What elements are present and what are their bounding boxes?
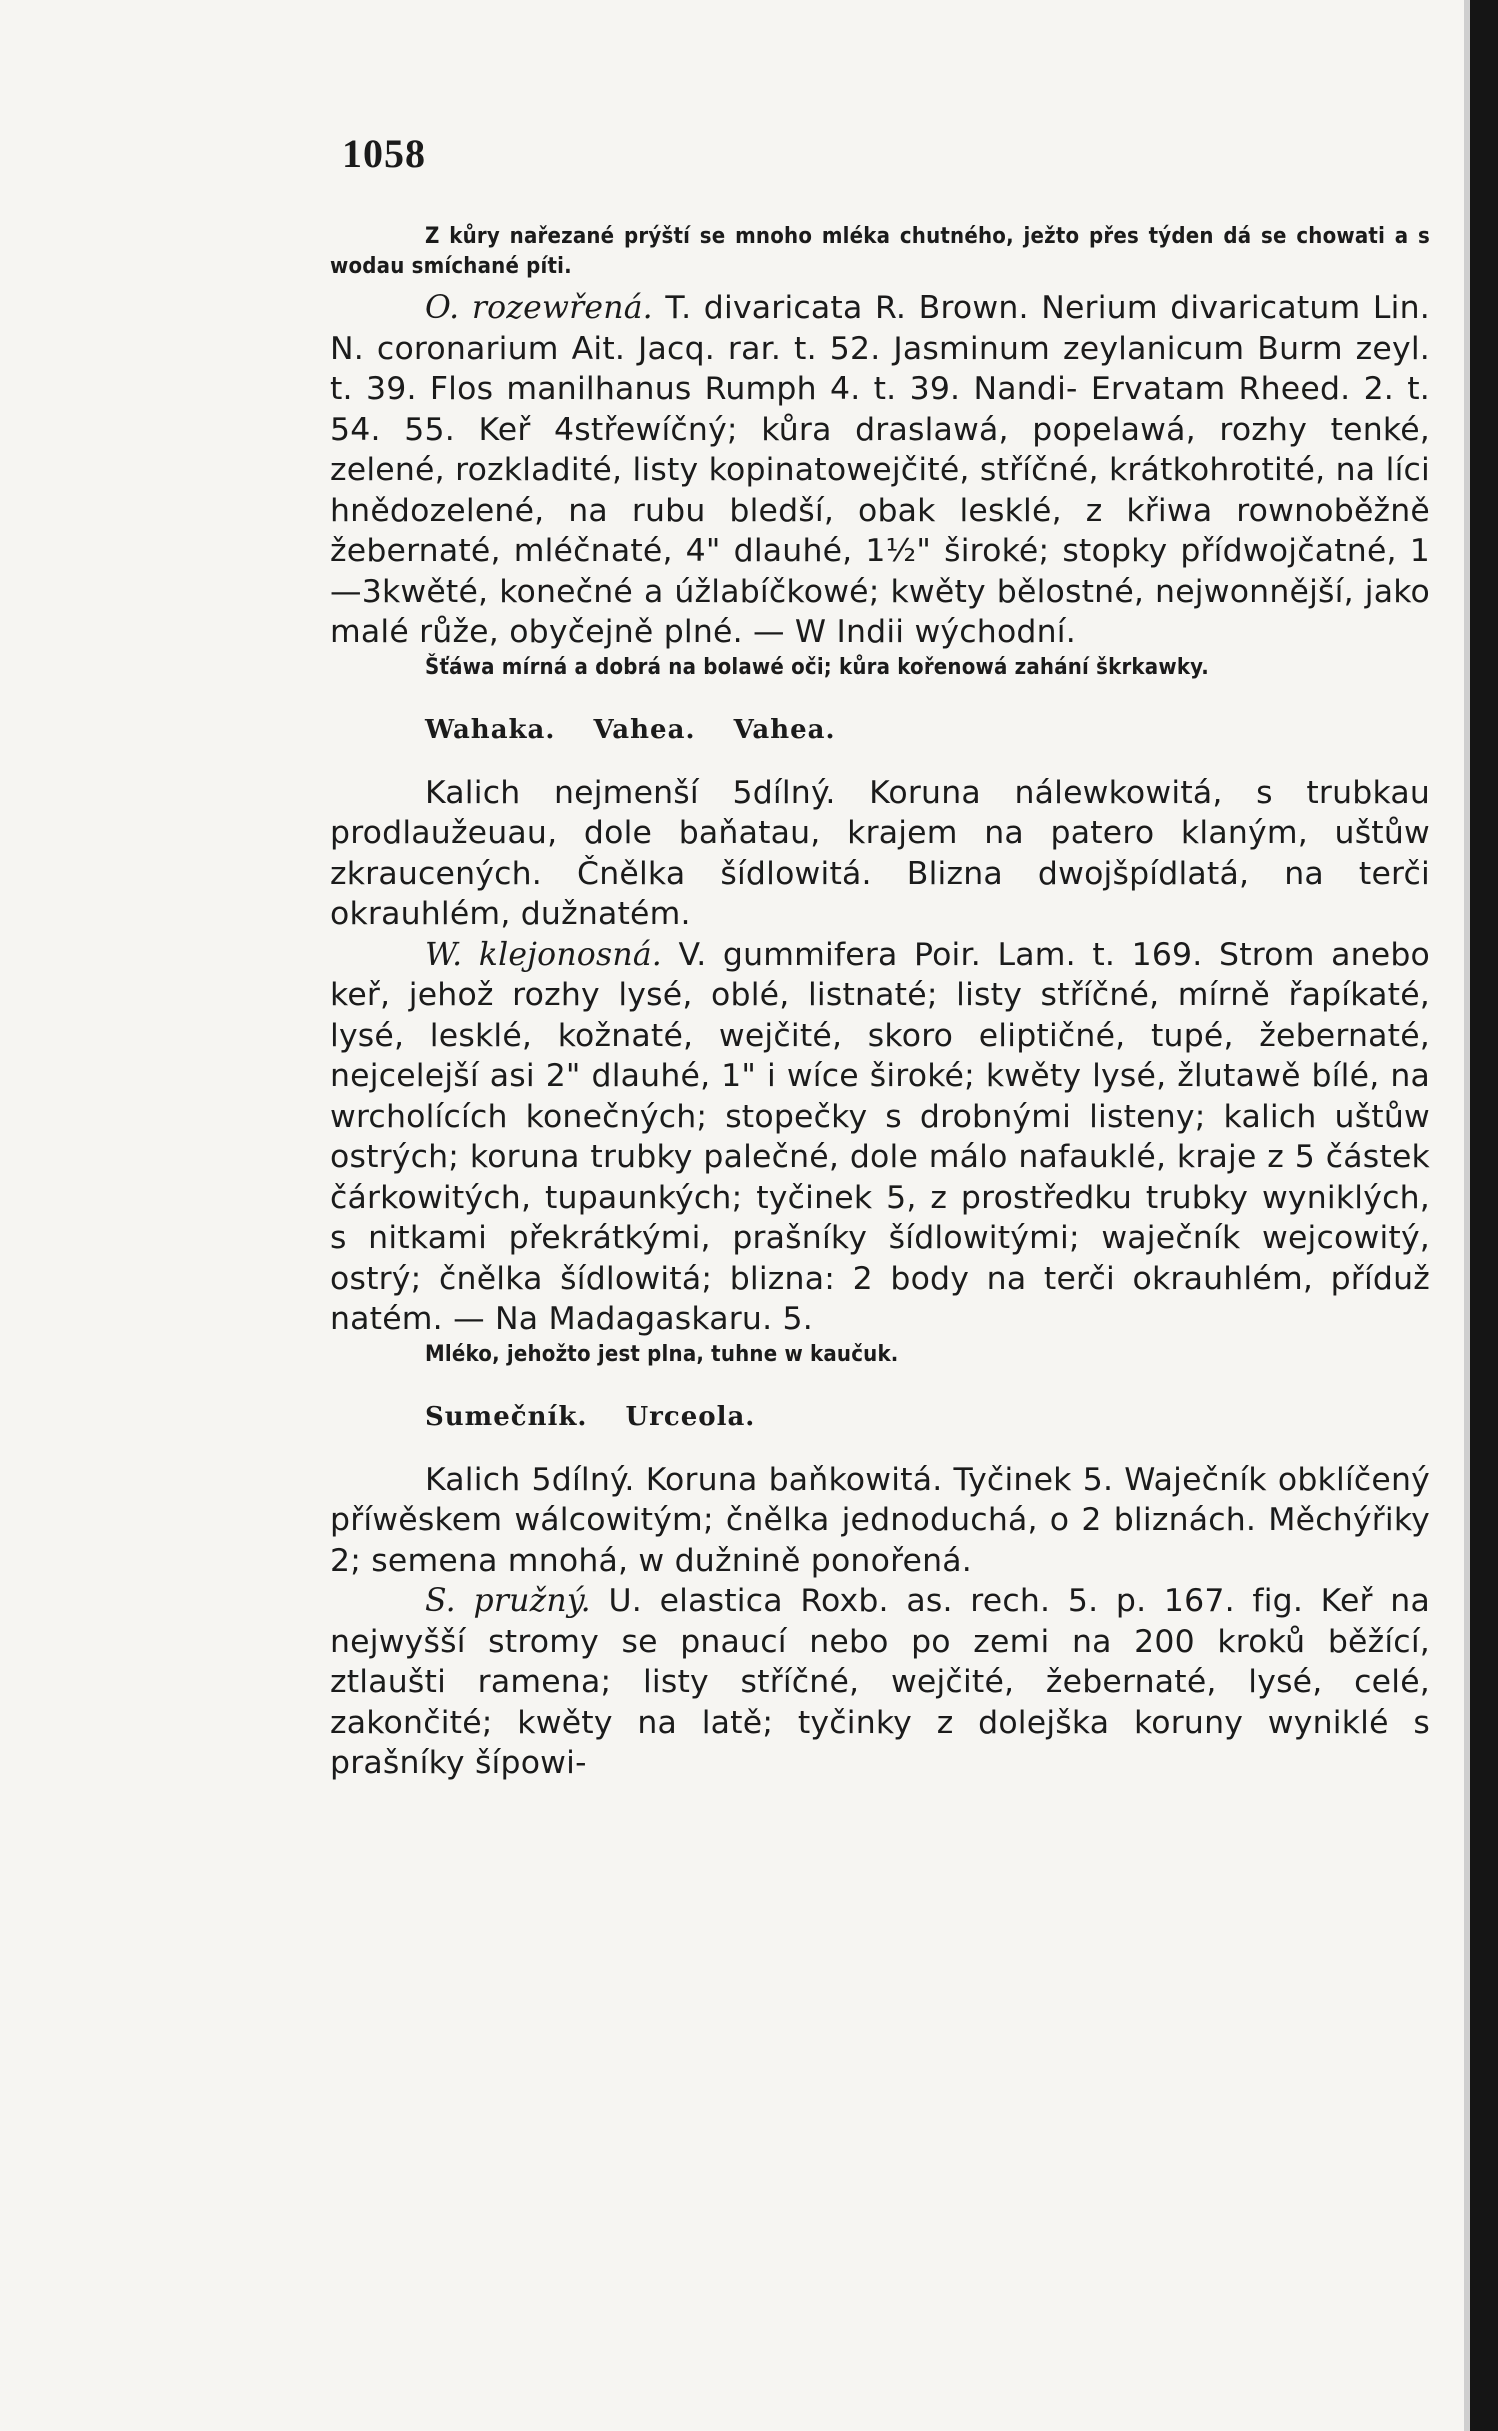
species-name: W. klejonosná.	[425, 936, 663, 973]
scan-border-dark	[1470, 0, 1498, 2431]
genus-heading-part: Urceola.	[625, 1401, 756, 1432]
note-paragraph-1: Z kůry nařezané prýští se mnoho mléka chutného, ježto přes týden dá se chowati a s wodau smíchané píti.	[330, 224, 1430, 279]
species-paragraph-urceola	[330, 1581, 1430, 1784]
book-page	[330, 130, 1430, 1784]
genus-heading-part: Vahea.	[733, 714, 836, 745]
page-number: 1058	[342, 131, 426, 176]
genus-heading-vahea	[330, 715, 1430, 745]
species-name: O. rozewřená.	[425, 290, 653, 326]
genus-heading-part: Sumečník.	[425, 1401, 588, 1432]
species-paragraph-vahea	[330, 935, 1430, 1340]
genus-heading-urceola	[330, 1402, 1430, 1432]
note-paragraph-3: Mléko, jehožto jest plna, tuhne w kaučuk.	[425, 1341, 899, 1367]
genus-description-urceola: Kalich 5dílný. Koruna baňkowitá. Tyčinek 5. Waječník obklíčený příwěskem wálcowitým; čnělka jednoduchá, o 2 bliznách. Měchýřiky 2; semena mnohá, w dužnině ponořená.	[330, 1461, 1430, 1579]
genus-heading-part: Wahaka.	[425, 714, 556, 745]
genus-heading-part: Vahea.	[593, 714, 696, 745]
species-description: U. elastica Roxb. as. rech. 5. p. 167. fig. Keř na nejwyšší stromy se pnaucí nebo po zemi na 200 kroků běžící, ztlaušti ramena; listy stříčné, wejčité, žebernaté, lysé, celé, zakončité; kwěty na latě; tyčinky z dolejška koruny wyniklé s prašníky šípowi-	[330, 1583, 1430, 1781]
note-paragraph-2: Šťáwa mírná a dobrá na bolawé oči; kůra kořenowá zahání škrkawky.	[425, 654, 1209, 680]
species-description: V. gummifera Poir. Lam. t. 169. Strom anebo keř, jehož rozhy lysé, oblé, listnaté; listy stříčné, mírně řapíkaté, lysé, lesklé, kožnaté, wejčité, skoro eliptičné, tupé, žebernaté, nejcelejší asi 2" dlauhé, 1" i wíce široké; kwěty lysé, žlutawě bílé, na wrcholících konečných; stopečky s drobnými listeny; kalich uštůw ostrých; koruna trubky palečné, dole málo nafauklé, kraje z 5 částek čárkowitých, tupaunkých; tyčinek 5, z prostředku trubky wyniklých, s nitkami překrátkými, prašníky šídlowitými; waječník wejcowitý, ostrý; čnělka šídlowitá; blizna: 2 body na terči okrauhlém, příduž natém. — Na Madagaskaru. 5.	[330, 936, 1430, 1337]
species-name: S. pružný.	[425, 1583, 591, 1619]
genus-description-vahea: Kalich nejmenší 5dílný. Koruna nálewkowitá, s trubkau prodlaužeuau, dole baňatau, krajem na patero klaným, uštůw zkraucených. Čnělka šídlowitá. Blizna dwojšpídlatá, na terči okrauhlém, dužnatém.	[330, 774, 1430, 932]
species-paragraph-ervatamia	[330, 288, 1430, 653]
species-description: T. divaricata R. Brown. Nerium divaricatum Lin. N. coronarium Ait. Jacq. rar. t. 52. Jasminum zeylanicum Burm zeyl. t. 39. Flos manilhanus Rumph 4. t. 39. Nandi- Ervatam Rheed. 2. t. 54. 55. Keř 4střewíčný; kůra draslawá, popelawá, rozhy tenké, zelené, rozkladité, listy kopinatowejčité, stříčné, krátkohrotité, na líci hnědozelené, na rubu bledší, obak lesklé, z křiwa rownoběžně žebernaté, mléčnaté, 4" dlauhé, 1½" široké; stopky přídwojčatné, 1—3kwěté, konečné a úžlabíčkowé; kwěty bělostné, nejwonnější, jako malé růže, obyčejně plné. — W Indii wýchodní.	[330, 290, 1430, 650]
